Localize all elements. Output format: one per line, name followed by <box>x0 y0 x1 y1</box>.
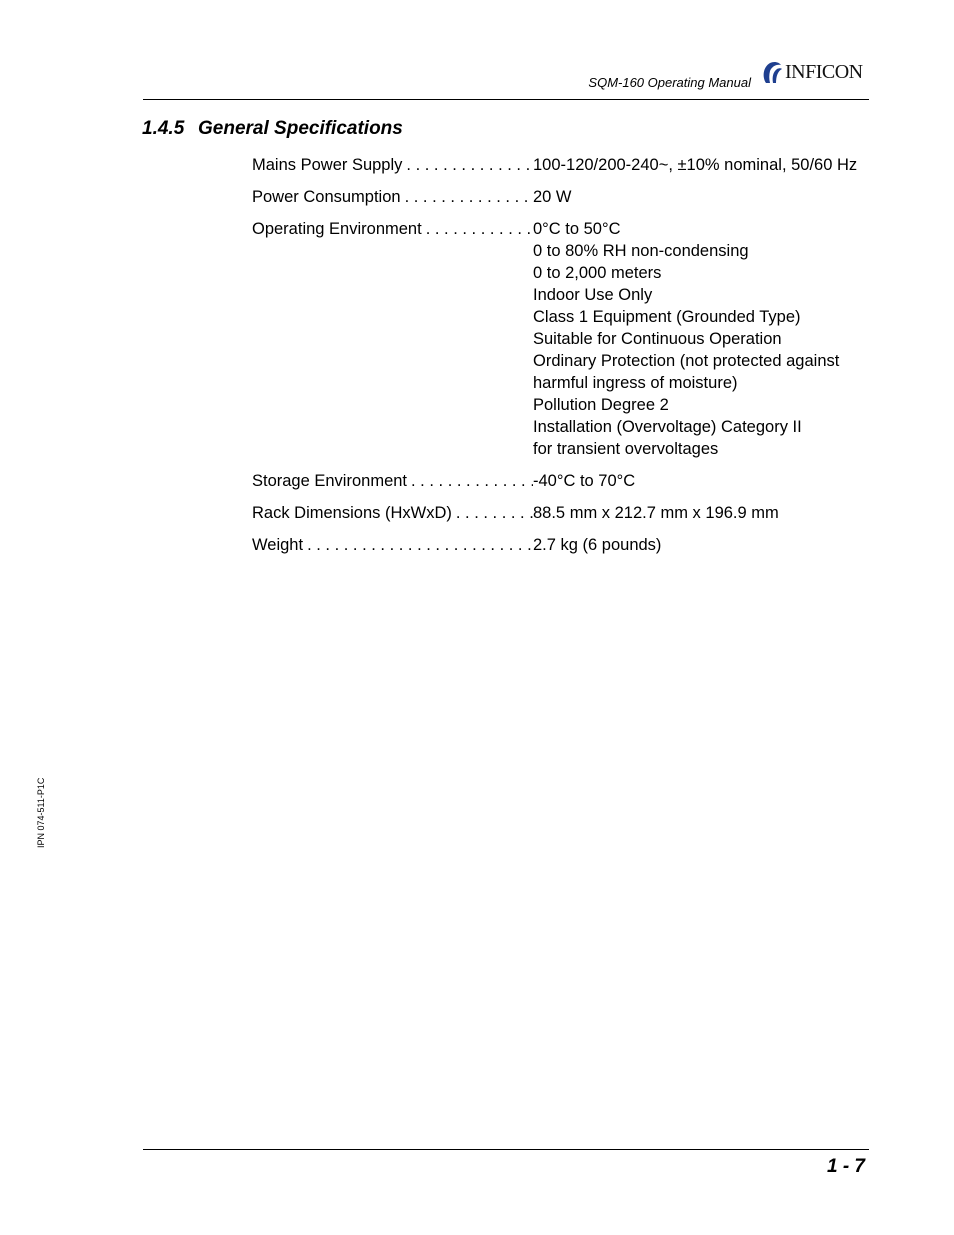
spec-row-weight <box>252 534 877 556</box>
spec-value: for transient overvoltages <box>533 440 719 458</box>
spec-value: Suitable for Continuous Operation <box>533 330 782 348</box>
spec-row-storage-environment <box>252 470 877 492</box>
spec-value: Pollution Degree 2 <box>533 396 669 414</box>
spec-label: Power Consumption . . . <box>252 186 533 208</box>
spec-row-power-consumption <box>252 186 877 208</box>
spec-value: 2.7 kg (6 pounds) <box>533 536 662 554</box>
inficon-logo-icon <box>760 59 784 85</box>
spec-value: 0°C to 50°C <box>533 220 621 238</box>
spec-value: 20 W <box>533 188 572 206</box>
footer-rule <box>143 1149 869 1150</box>
spec-label: Weight . . . <box>252 534 533 556</box>
spec-value: 0 to 80% RH non-condensing <box>533 242 749 260</box>
spec-value: -40°C to 70°C <box>533 472 636 490</box>
spec-row-operating-environment <box>252 218 877 460</box>
spec-value: Ordinary Protection (not protected against <box>533 352 840 370</box>
spec-label: Storage Environment . . . <box>252 470 533 492</box>
spec-label: Mains Power Supply . . . <box>252 154 533 176</box>
spec-values <box>533 154 877 176</box>
spec-values <box>533 470 877 492</box>
page-number: 1 - 7 <box>826 1156 865 1177</box>
spec-label: Rack Dimensions (HxWxD) . . . <box>252 502 533 524</box>
spec-label: Operating Environment . . . <box>252 218 533 460</box>
spec-list <box>252 154 877 566</box>
spec-values <box>533 534 877 556</box>
logo-text: INFICON <box>785 61 863 83</box>
spec-row-rack-dimensions <box>252 502 877 524</box>
header-manual-title: SQM-160 Operating Manual <box>588 75 751 90</box>
logo <box>760 58 863 86</box>
side-label: IPN 074-511-P1C <box>36 777 46 848</box>
spec-value: 0 to 2,000 meters <box>533 264 662 282</box>
section-heading <box>142 117 403 141</box>
spec-value: harmful ingress of moisture) <box>533 374 738 392</box>
section-number: 1.4.5 <box>142 118 185 139</box>
spec-values <box>533 502 877 524</box>
section-title: General Specifications <box>198 118 403 139</box>
spec-values <box>533 218 877 460</box>
spec-value: Installation (Overvoltage) Category II <box>533 418 802 436</box>
spec-value: Class 1 Equipment (Grounded Type) <box>533 308 801 326</box>
header-rule <box>143 99 869 100</box>
spec-value: Indoor Use Only <box>533 286 653 304</box>
spec-value: 88.5 mm x 212.7 mm x 196.9 mm <box>533 504 779 522</box>
spec-values <box>533 186 877 208</box>
spec-value: 100-120/200-240~, ±10% nominal, 50/60 Hz <box>533 156 858 174</box>
spec-row-mains-power <box>252 154 877 176</box>
